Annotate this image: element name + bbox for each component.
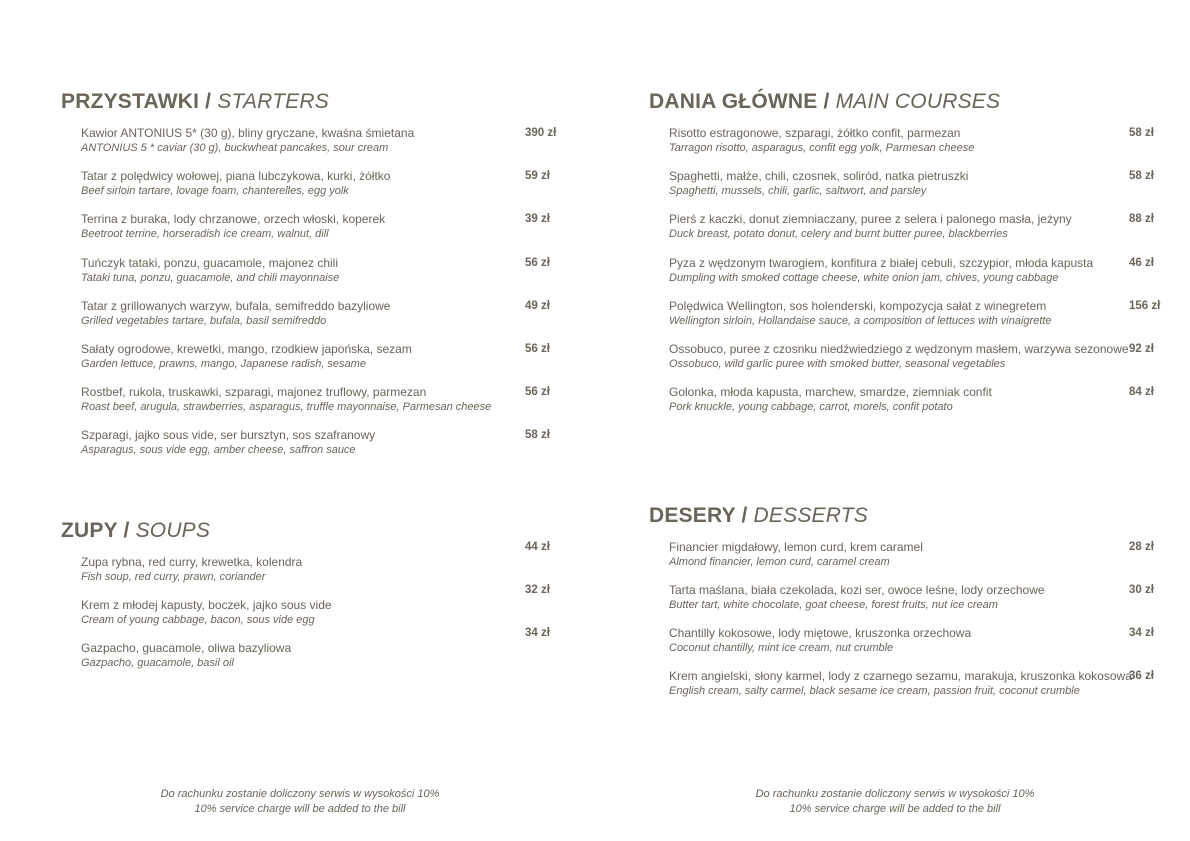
item-name-pl: Chantilly kokosowe, lody miętowe, kruszonka orzechowa xyxy=(669,626,972,640)
item-price: 92 zł xyxy=(1129,343,1154,355)
item-price: 390 zł xyxy=(525,127,557,139)
item-price: 58 zł xyxy=(525,429,550,441)
item-name-pl: Terrina z buraka, lody chrzanowe, orzech włoski, koperek xyxy=(81,212,386,226)
service-charge-pl: Do rachunku zostanie doliczony serwis w wysokości 10% xyxy=(755,788,1035,800)
item-name-pl: Spaghetti, małże, chili, czosnek, soliród, natka pietruszki xyxy=(669,169,969,183)
item-name-en: Cream of young cabbage, bacon, sous vide egg xyxy=(81,614,315,626)
item-name-en: Grilled vegetables tartare, bufala, basil semifreddo xyxy=(81,315,327,327)
item-name-en: Duck breast, potato donut, celery and burnt butter puree, blackberries xyxy=(669,228,1008,240)
soups-heading xyxy=(61,519,210,543)
item-name-en: Fish soup, red curry, prawn, coriander xyxy=(81,571,266,583)
item-price: 34 zł xyxy=(1129,627,1154,639)
item-price: 56 zł xyxy=(525,343,550,355)
menu-item xyxy=(81,598,332,628)
menu-item xyxy=(669,540,923,570)
starters-title-pl: PRZYSTAWKI xyxy=(61,90,200,113)
mains-separator: / xyxy=(823,90,830,113)
menu-item xyxy=(81,299,390,329)
item-name-pl: Krem z młodej kapusty, boczek, jajko sous vide xyxy=(81,598,332,612)
item-name-en: Pork knuckle, young cabbage, carrot, morels, confit potato xyxy=(669,401,953,413)
item-name-en: Ossobuco, wild garlic puree with smoked butter, seasonal vegetables xyxy=(669,358,1006,370)
menu-item xyxy=(81,555,302,585)
item-price: 46 zł xyxy=(1129,257,1154,269)
item-price: 58 zł xyxy=(1129,170,1154,182)
starters-separator: / xyxy=(205,90,212,113)
item-name-en: Asparagus, sous vide egg, amber cheese, saffron sauce xyxy=(81,444,356,456)
item-name-en: ANTONIUS 5 * caviar (30 g), buckwheat pancakes, sour cream xyxy=(81,142,389,154)
item-price: 58 zł xyxy=(1129,127,1154,139)
item-name-en: Roast beef, arugula, strawberries, asparagus, truffle mayonnaise, Parmesan cheese xyxy=(81,401,492,413)
starters-section xyxy=(61,90,329,114)
item-price: 84 zł xyxy=(1129,386,1154,398)
mains-section xyxy=(649,90,1000,114)
item-name-pl: Polędwica Wellington, sos holenderski, kompozycja sałat z winegretem xyxy=(669,299,1047,313)
item-name-pl: Pierś z kaczki, donut ziemniaczany, puree z selera i palonego masła, jeżyny xyxy=(669,212,1072,226)
soups-title-en: SOUPS xyxy=(135,519,211,542)
service-charge-en: 10% service charge will be added to the bill xyxy=(194,803,406,815)
starters-heading xyxy=(61,90,329,114)
menu-item xyxy=(669,212,1072,242)
item-name-en: Garden lettuce, prawns, mango, Japanese radish, sesame xyxy=(81,358,366,370)
item-name-en: Tarragon risotto, asparagus, confit egg yolk, Parmesan cheese xyxy=(669,142,975,154)
item-name-pl: Zupa rybna, red curry, krewetka, kolendra xyxy=(81,555,303,569)
soups-title-pl: ZUPY xyxy=(61,519,118,542)
service-charge-en: 10% service charge will be added to the bill xyxy=(789,803,1001,815)
item-name-en: Spaghetti, mussels, chili, garlic, saltwort, and parsley xyxy=(669,185,927,197)
item-name-en: Tataki tuna, ponzu, guacamole, and chili mayonnaise xyxy=(81,272,340,284)
item-price: 28 zł xyxy=(1129,541,1154,553)
item-name-pl: Tatar z grillowanych warzyw, bufala, semifreddo bazyliowe xyxy=(81,299,391,313)
item-name-pl: Tatar z polędwicy wołowej, piana lubczykowa, kurki, żółtko xyxy=(81,169,391,183)
item-name-pl: Financier migdałowy, lemon curd, krem caramel xyxy=(669,540,923,554)
soups-separator: / xyxy=(123,519,130,542)
menu-item xyxy=(81,126,414,156)
item-name-en: English cream, salty carmel, black sesame ice cream, passion fruit, coconut crumble xyxy=(669,685,1080,697)
item-price: 44 zł xyxy=(525,541,550,553)
item-name-en: Gazpacho, guacamole, basil oil xyxy=(81,657,234,669)
item-name-pl: Golonka, młoda kapusta, marchew, smardze, ziemniak confit xyxy=(669,385,992,399)
item-price: 36 zł xyxy=(1129,670,1154,682)
desserts-heading xyxy=(649,504,868,528)
item-price: 34 zł xyxy=(525,627,550,639)
item-name-pl: Gazpacho, guacamole, oliwa bazyliowa xyxy=(81,641,292,655)
menu-item xyxy=(669,299,1052,329)
service-charge-note-left xyxy=(150,787,450,817)
item-price: 49 zł xyxy=(525,300,550,312)
menu-item xyxy=(81,342,412,372)
service-charge-pl: Do rachunku zostanie doliczony serwis w wysokości 10% xyxy=(160,788,440,800)
item-price: 88 zł xyxy=(1129,213,1154,225)
desserts-separator: / xyxy=(741,504,748,527)
item-name-pl: Ossobuco, puree z czosnku niedźwiedziego z wędzonym masłem, warzywa sezonowe xyxy=(669,342,1129,356)
item-name-pl: Rostbef, rukola, truskawki, szparagi, majonez truflowy, parmezan xyxy=(81,385,427,399)
item-price: 59 zł xyxy=(525,170,550,182)
item-name-en: Almond financier, lemon curd, caramel cream xyxy=(669,556,890,568)
desserts-title-pl: DESERY xyxy=(649,504,736,527)
item-price: 56 zł xyxy=(525,386,550,398)
menu-item xyxy=(81,641,291,671)
menu-item xyxy=(81,385,491,415)
item-name-pl: Risotto estragonowe, szparagi, żółtko confit, parmezan xyxy=(669,126,961,140)
menu-item xyxy=(81,169,390,199)
item-name-pl: Tarta maślana, biała czekolada, kozi ser, owoce leśne, lody orzechowe xyxy=(669,583,1045,597)
menu-item xyxy=(669,626,971,656)
item-name-pl: Tuńczyk tataki, ponzu, guacamole, majonez chili xyxy=(81,256,339,270)
mains-title-en: MAIN COURSES xyxy=(835,90,1001,113)
item-name-en: Coconut chantilly, mint ice cream, nut crumble xyxy=(669,642,894,654)
item-price: 156 zł xyxy=(1129,300,1161,312)
menu-item xyxy=(669,669,1132,699)
menu-item xyxy=(669,342,1129,372)
menu-item xyxy=(669,169,968,199)
soups-section xyxy=(61,519,210,543)
item-name-en: Wellington sirloin, Hollandaise sauce, a composition of lettuces with vinaigrette xyxy=(669,315,1052,327)
menu-item xyxy=(669,583,1045,613)
mains-heading xyxy=(649,90,1000,114)
menu-item xyxy=(81,256,339,286)
item-name-pl: Kawior ANTONIUS 5* (30 g), bliny gryczane, kwaśna śmietana xyxy=(81,126,415,140)
desserts-section xyxy=(649,504,868,528)
item-name-pl: Pyza z wędzonym twarogiem, konfitura z białej cebuli, szczypior, młoda kapusta xyxy=(669,256,1094,270)
item-name-pl: Krem angielski, słony karmel, lody z czarnego sezamu, marakuja, kruszonka kokosowa xyxy=(669,669,1132,683)
desserts-title-en: DESSERTS xyxy=(753,504,868,527)
item-name-pl: Szparagi, jajko sous vide, ser bursztyn, sos szafranowy xyxy=(81,428,376,442)
menu-item xyxy=(669,126,974,156)
item-price: 30 zł xyxy=(1129,584,1154,596)
item-price: 39 zł xyxy=(525,213,550,225)
menu-item xyxy=(669,385,992,415)
item-name-en: Beef sirloin tartare, lovage foam, chanterelles, egg yolk xyxy=(81,185,349,197)
item-price: 32 zł xyxy=(525,584,550,596)
item-name-en: Beetroot terrine, horseradish ice cream, walnut, dill xyxy=(81,228,329,240)
mains-title-pl: DANIA GŁÓWNE xyxy=(649,90,818,113)
item-name-en: Butter tart, white chocolate, goat cheese, forest fruits, nut ice cream xyxy=(669,599,998,611)
service-charge-note-right xyxy=(745,787,1045,817)
menu-item xyxy=(669,256,1093,286)
item-name-en: Dumpling with smoked cottage cheese, white onion jam, chives, young cabbage xyxy=(669,272,1059,284)
menu-item xyxy=(81,212,385,242)
menu-item xyxy=(81,428,375,458)
item-name-pl: Sałaty ogrodowe, krewetki, mango, rzodkiew japońska, sezam xyxy=(81,342,412,356)
item-price: 56 zł xyxy=(525,257,550,269)
starters-title-en: STARTERS xyxy=(217,90,329,113)
